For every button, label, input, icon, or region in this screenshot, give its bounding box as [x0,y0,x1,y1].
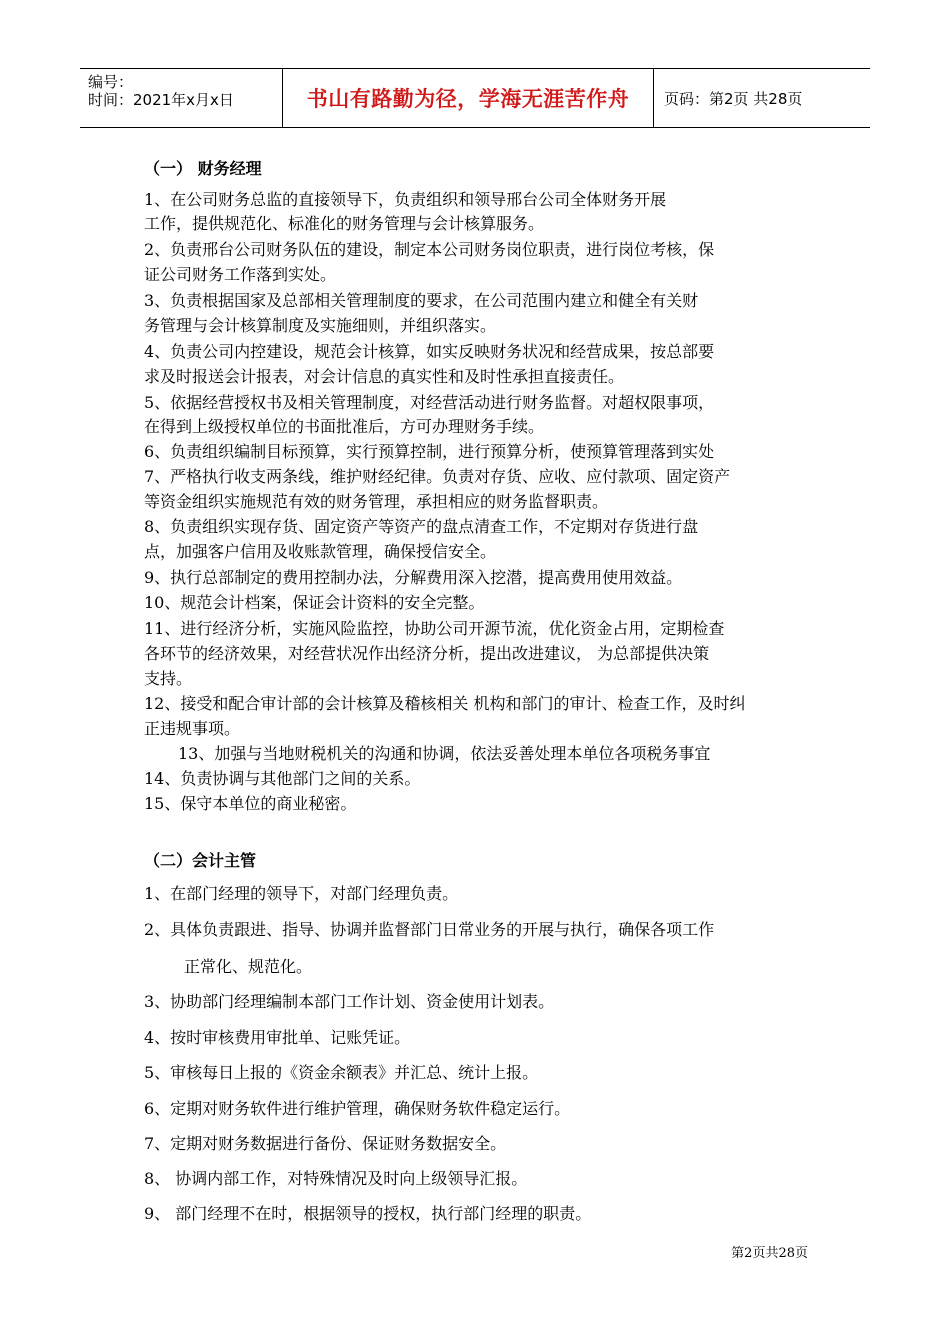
paragraph-line: 各环节的经济效果，对经营状况作出经济分析，提出改进建议， 为总部提供决策 [144,644,710,663]
paragraph-line: 8、负责组织实现存货、固定资产等资产的盘点清查工作，不定期对存货进行盘 [144,517,699,536]
paragraph-line: 8、 协调内部工作，对特殊情况及时向上级领导汇报。 [144,1169,528,1188]
paragraph-line: 2、负责邢台公司财务队伍的建设，制定本公司财务岗位职责，进行岗位考核，保 [144,240,715,259]
paragraph-line: 5、依据经营授权书及相关管理制度，对经营活动进行财务监督。对超权限事项， [144,393,715,412]
paragraph-line: 1、在部门经理的领导下，对部门经理负责。 [144,884,459,903]
paragraph-line: 3、负责根据国家及总部相关管理制度的要求，在公司范围内建立和健全有关财 [144,291,699,310]
paragraph-line: 11、进行经济分析，实施风险监控，协助公司开源节流，优化资金占用，定期检查 [144,619,725,638]
section-title-accounting-supervisor: （二）会计主管 [144,851,257,870]
paragraph-line: 15、保守本单位的商业秘密。 [144,794,357,813]
paragraph-line: 6、负责组织编制目标预算，实行预算控制，进行预算分析，使预算管理落到实处 [144,442,715,461]
paragraph-line: 9、 部门经理不在时，根据领导的授权，执行部门经理的职责。 [144,1204,592,1223]
paragraph-line: 务管理与会计核算制度及实施细则，并组织落实。 [144,316,497,335]
paragraph-line: 14、负责协调与其他部门之间的关系。 [144,769,421,788]
section-title-finance-manager: （一） 财务经理 [144,159,262,178]
paragraph-line: 正常化、规范化。 [184,957,313,976]
document-time-label: 时间：2021年x月x日 [88,91,234,109]
document-number-label: 编号： [88,73,134,91]
paragraph-line: 4、按时审核费用审批单、记账凭证。 [144,1028,411,1047]
footer-page-number: 第2页共28页 [731,1246,808,1261]
paragraph-line: 3、协助部门经理编制本部门工作计划、资金使用计划表。 [144,992,555,1011]
paragraph-line: 10、规范会计档案，保证会计资料的安全完整。 [144,593,485,612]
paragraph-line: 支持。 [144,669,193,688]
paragraph-line: 4、负责公司内控建设，规范会计核算，如实反映财务状况和经营成果，按总部要 [144,342,715,361]
paragraph-line: 9、执行总部制定的费用控制办法，分解费用深入挖潜，提高费用使用效益。 [144,568,683,587]
paragraph-line: 正违规事项。 [144,719,241,738]
paragraph-line: 7、严格执行收支两条线，维护财经纪律。负责对存货、应收、应付款项、固定资产 [144,467,731,486]
paragraph-line: 12、接受和配合审计部的会计核算及稽核相关 机构和部门的审计、检查工作，及时纠 [144,694,746,713]
header-motto: 书山有路勤为径，学海无涯苦作舟 [306,87,630,111]
paragraph-line: 求及时报送会计报表，对会计信息的真实性和及时性承担直接责任。 [144,367,625,386]
paragraph-line: 13、加强与当地财税机关的沟通和协调，依法妥善处理本单位各项税务事宜 [178,744,711,763]
paragraph-line: 证公司财务工作落到实处。 [144,265,337,284]
paragraph-line: 等资金组织实施规范有效的财务管理，承担相应的财务监督职责。 [144,492,609,511]
paragraph-line: 1、在公司财务总监的直接领导下，负责组织和领导邢台公司全体财务开展 [144,190,667,209]
page-number-label: 页码：第2页 共28页 [664,89,803,108]
paragraph-line: 5、审核每日上报的《资金余额表》并汇总、统计上报。 [144,1063,539,1082]
paragraph-line: 点，加强客户信用及收账款管理，确保授信安全。 [144,542,497,561]
paragraph-line: 2、具体负责跟进、指导、协调并监督部门日常业务的开展与执行，确保各项工作 [144,920,715,939]
paragraph-line: 6、定期对财务软件进行维护管理，确保财务软件稳定运行。 [144,1099,571,1118]
paragraph-line: 工作，提供规范化、标准化的财务管理与会计核算服务。 [144,214,545,233]
paragraph-line: 7、定期对财务数据进行备份、保证财务数据安全。 [144,1134,507,1153]
paragraph-line: 在得到上级授权单位的书面批准后，方可办理财务手续。 [144,417,545,436]
